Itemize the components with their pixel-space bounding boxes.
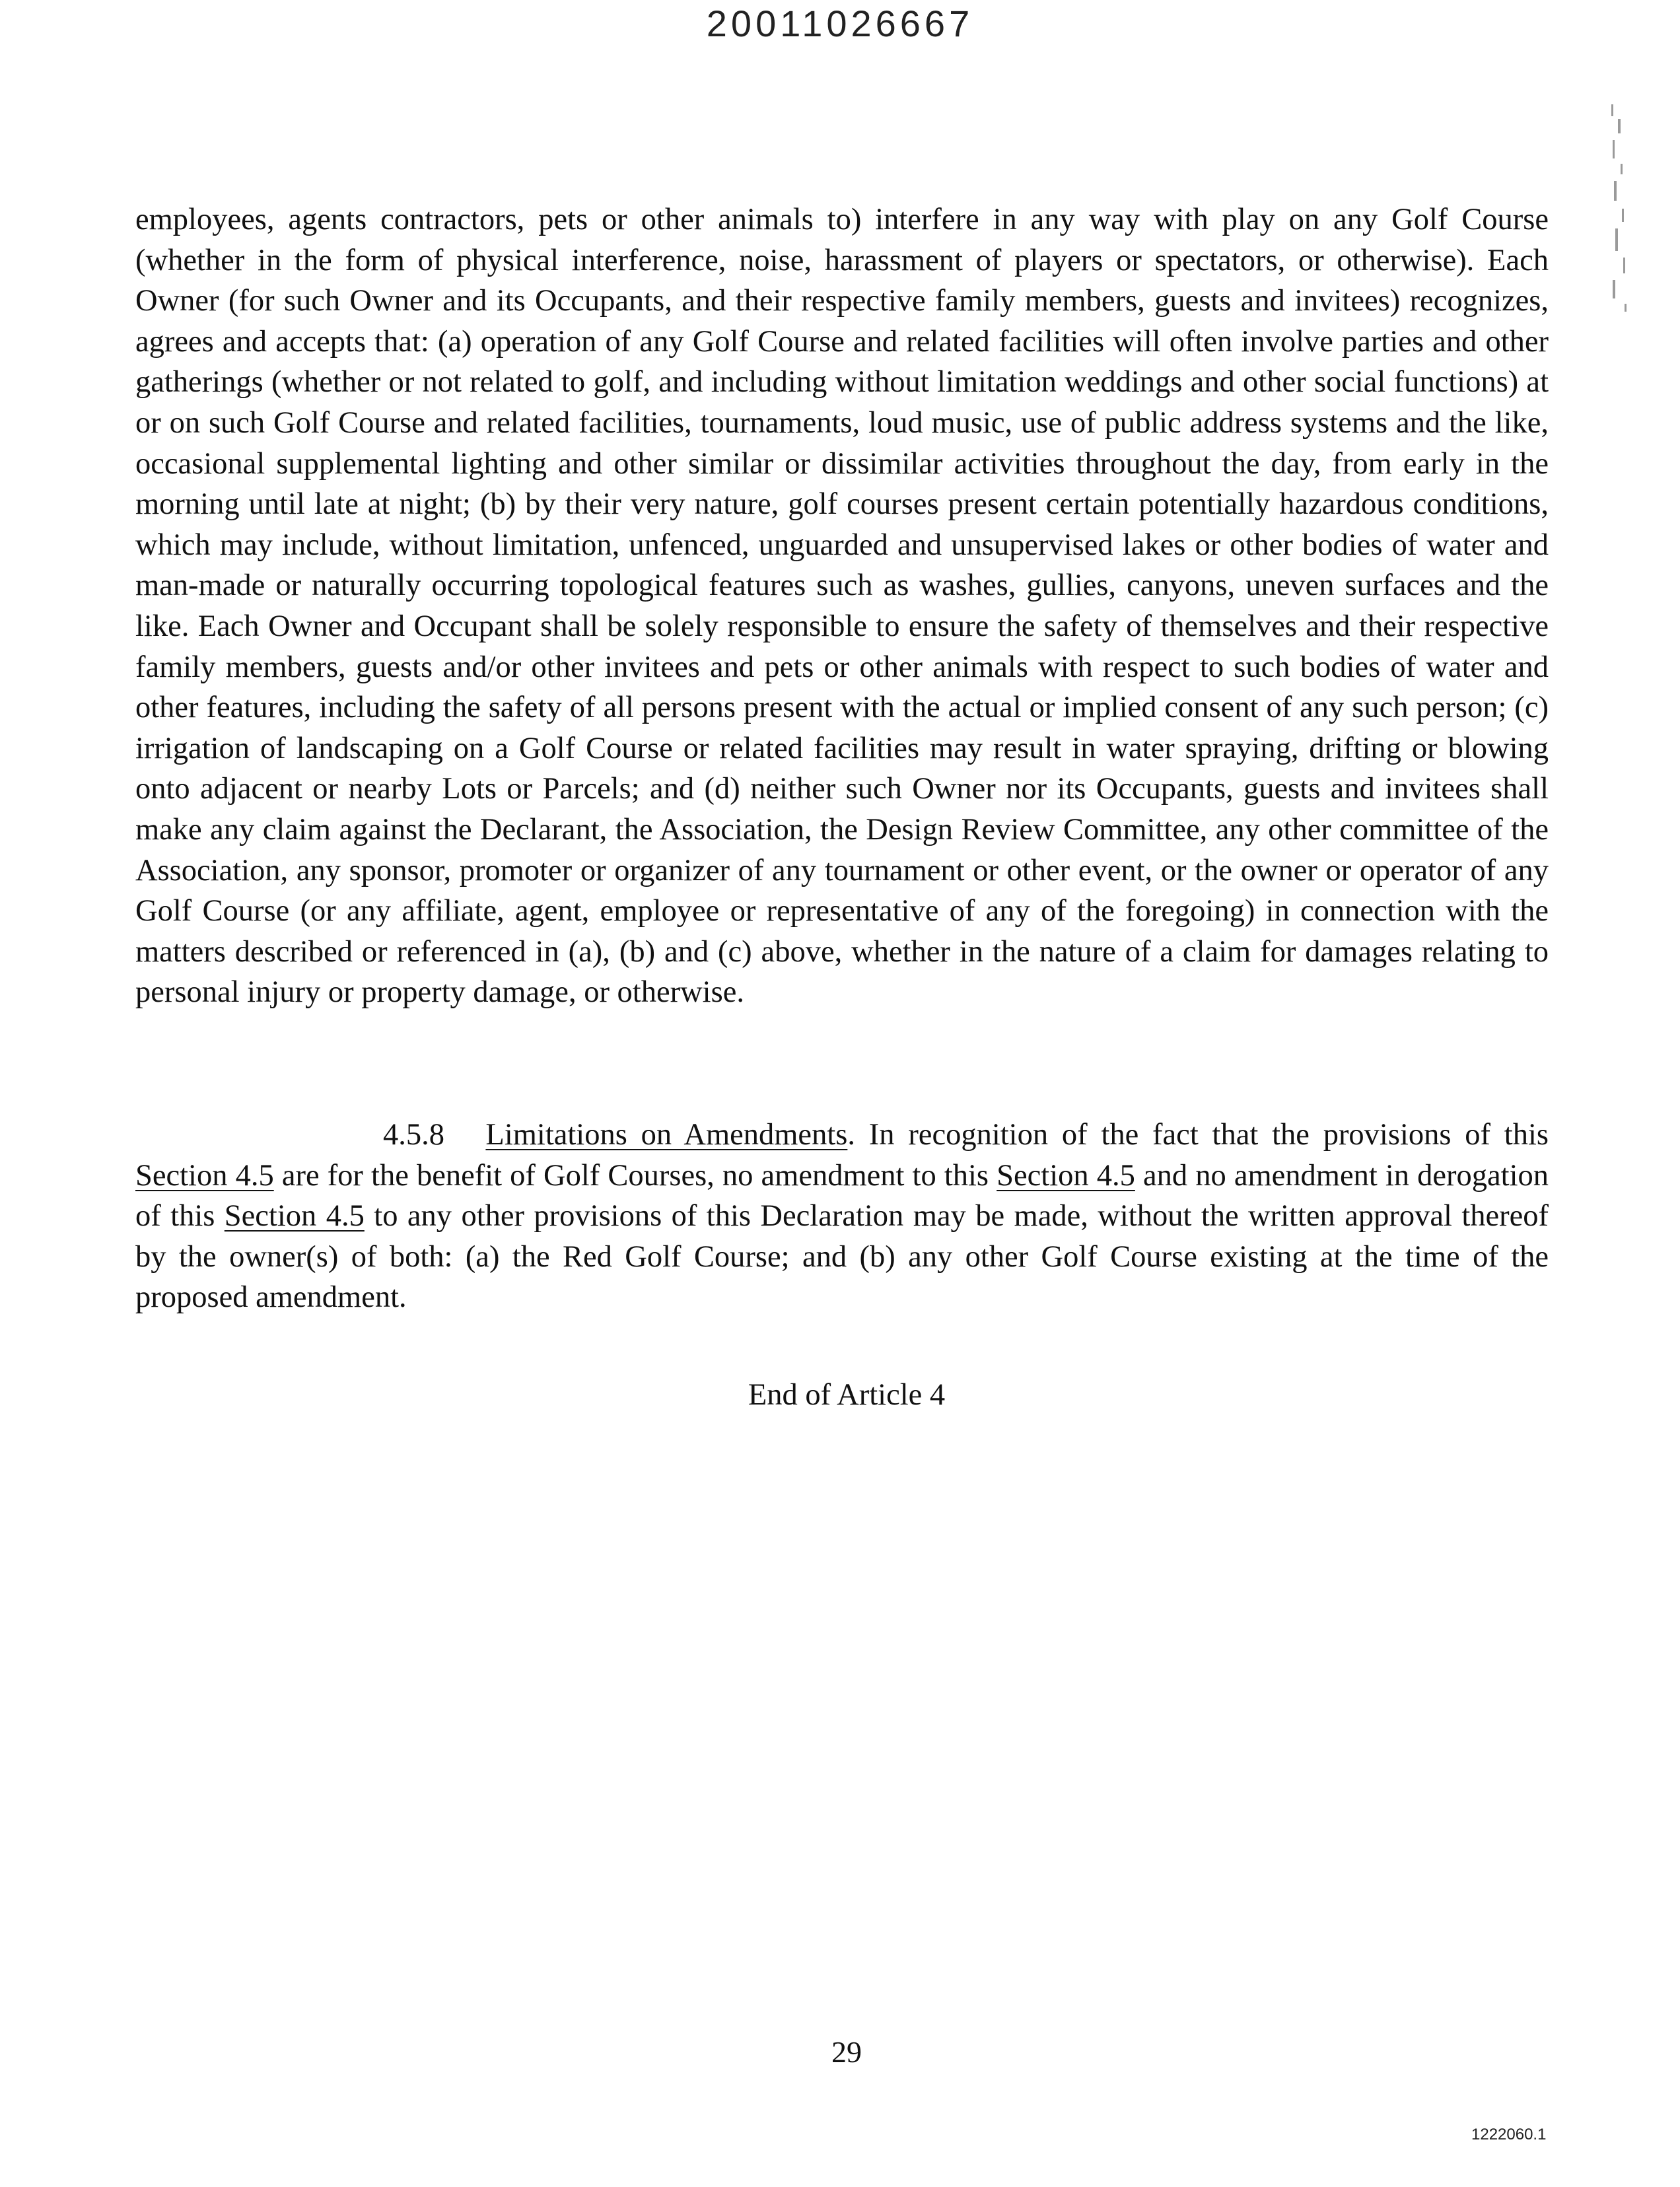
- section-heading: Limitations on Amendments: [485, 1118, 848, 1152]
- section-text-b: are for the benefit of Golf Courses, no amendment to this: [273, 1158, 997, 1193]
- continued-paragraph: employees, agents contractors, pets or other animals to) interfere in any way with play on any Golf Course (whether in the form of physical interference, noise, harassment of players or spectators, or otherwise). Each Owner (for such Owner and its Occupants, and their respective family members, guests and invitees) recognizes, agrees and accepts that: (a) operation of any Golf Course and related facilities will often involve parties and other gatherings (whether or not related to golf, and including without limitation weddings and other social functions) at or on such Golf Course and related facilities, tournaments, loud music, use of public address systems and the like, occasional supplemental lighting and other similar or dissimilar activities throughout the day, from early in the morning until late at night; (b) by their very nature, golf courses present certain potentially hazardous conditions, which may include, without limitation, unfenced, unguarded and unsupervised lakes or other bodies of water and man-made or naturally occurring topological features such as washes, gullies, canyons, uneven surfaces and the like. Each Owner and Occupant shall be solely responsible to ensure the safety of themselves and their respective family members, guests and/or other invitees and pets or other animals with respect to such bodies of water and other features, including the safety of all persons present with the actual or implied consent of any such person; (c) irrigation of landscaping on a Golf Course or related facilities may result in water spraying, drifting or blowing onto adjacent or nearby Lots or Parcels; and (d) neither such Owner nor its Occupants, guests and invitees shall make any claim against the Declarant, the Association, the Design Review Committee, any other committee of the Association, any sponsor, promoter or organizer of any tournament or other event, or the owner or operator of any Golf Course (or any affiliate, agent, employee or representative of any of the foregoing) in connection with the matters described or referenced in (a), (b) and (c) above, whether in the nature of a claim for damages relating to personal injury or property damage, or otherwise.: [135, 203, 1549, 1010]
- recording-number: 20011026667: [706, 3, 974, 44]
- document-reference: 1222060.1: [1471, 2126, 1547, 2143]
- section-reference: Section 4.5: [135, 1158, 274, 1193]
- section-text-d: to any other provisions of this Declaration may be made, without the written approval thereof by the owner(s) of both: (a) the Red Golf Course; and (b) any other Golf Course existing at the time of the proposed amendment.: [135, 1199, 1549, 1315]
- section-reference: Section 4.5: [997, 1158, 1135, 1193]
- page-number: 29: [831, 2035, 862, 2069]
- end-of-article-marker: End of Article 4: [748, 1378, 946, 1412]
- section-number: 4.5.8: [383, 1118, 444, 1152]
- section-heading-punct: .: [847, 1118, 855, 1152]
- section-text-c: and no amendment in derogation of this: [135, 1158, 1549, 1233]
- section-4-5-8-paragraph: [135, 1115, 1549, 1318]
- scan-artifact-stamp: [1609, 99, 1635, 317]
- section-text-a: In recognition of the fact that the provisions of this: [855, 1118, 1549, 1152]
- section-reference: Section 4.5: [224, 1199, 365, 1233]
